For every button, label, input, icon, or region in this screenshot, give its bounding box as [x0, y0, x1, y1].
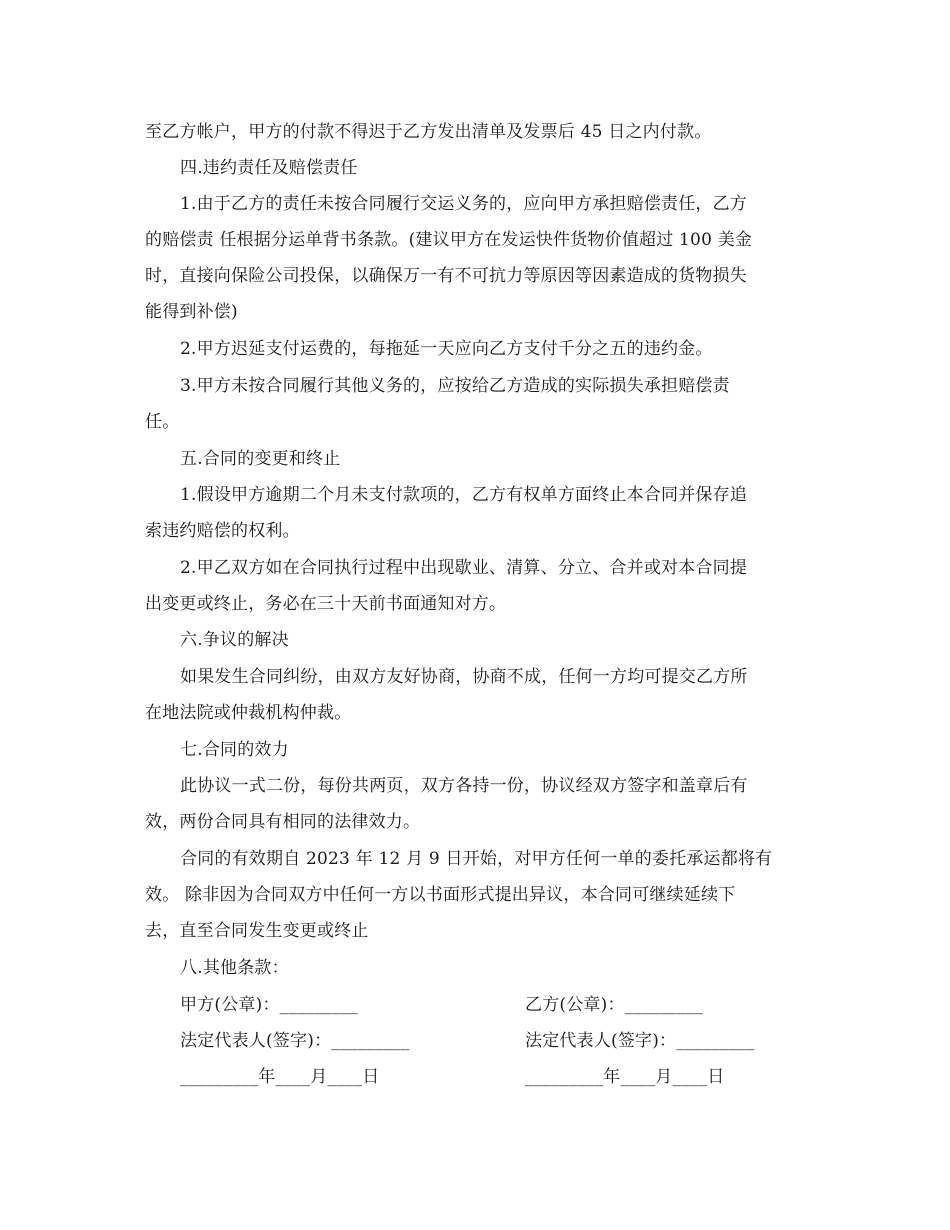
paragraph-line: 出变更或终止，务必在三十天前书面通知对方。: [145, 594, 507, 614]
section-heading-8: 八.其他条款：: [180, 958, 289, 978]
paragraph-line: 此协议一式二份，每份共两页，双方各持一份，协议经双方签字和盖章后有: [180, 776, 748, 796]
section-heading-6: 六.争议的解决: [180, 630, 289, 650]
paragraph-line: 1.由于乙方的责任未按合同履行交运义务的，应向甲方承担赔偿责任，乙方: [180, 194, 748, 214]
paragraph-line: 合同的有效期自 2023 年 12 月 9 日开始，对甲方任何一单的委托承运都将有: [180, 849, 773, 869]
paragraph-line: 去，直至合同发生变更或终止: [145, 921, 369, 941]
paragraph-line: 1.假设甲方逾期二个月未支付款项的，乙方有权单方面终止本合同并保存追: [180, 485, 748, 505]
section-heading-7: 七.合同的效力: [180, 740, 289, 760]
paragraph-line: 在地法院或仲裁机构仲裁。: [145, 703, 352, 723]
paragraph-line: 任。: [145, 412, 180, 432]
paragraph-line: 2.甲乙双方如在合同执行过程中出现歇业、清算、分立、合并或对本合同提: [180, 558, 748, 578]
party-b-date-field: _________年____月____日: [525, 1067, 725, 1087]
section-heading-4: 四.违约责任及赔偿责任: [180, 158, 358, 178]
party-a-representative-field: 法定代表人(签字)：_________: [180, 1031, 410, 1051]
paragraph-line: 的赔偿责 任根据分运单背书条款。(建议甲方在发运快件货物价值超过 100 美金: [145, 230, 753, 250]
paragraph-line: 时，直接向保险公司投保，以确保万一有不可抗力等原因等因素造成的货物损失: [145, 266, 747, 286]
section-heading-5: 五.合同的变更和终止: [180, 449, 341, 469]
party-b-seal-field: 乙方(公章)：_________: [525, 995, 703, 1015]
party-b-representative-field: 法定代表人(签字)：_________: [525, 1031, 755, 1051]
paragraph-line: 能得到补偿): [145, 302, 238, 322]
paragraph-line: 3.甲方未按合同履行其他义务的，应按给乙方造成的实际损失承担赔偿责: [180, 376, 730, 396]
paragraph-line: 如果发生合同纠纷，由双方友好协商，协商不成，任何一方均可提交乙方所: [180, 667, 748, 687]
paragraph-line: 2.甲方迟延支付运费的，每拖延一天应向乙方支付千分之五的违约金。: [180, 339, 713, 359]
paragraph-line: 至乙方帐户，甲方的付款不得迟于乙方发出清单及发票后 45 日之内付款。: [145, 122, 712, 142]
paragraph-line: 效，两份合同具有相同的法律效力。: [145, 812, 421, 832]
paragraph-line: 索违约赔偿的权利。: [145, 521, 300, 541]
party-a-date-field: _________年____月____日: [180, 1067, 380, 1087]
party-a-seal-field: 甲方(公章)：_________: [180, 995, 358, 1015]
paragraph-line: 效。 除非因为合同双方中任何一方以书面形式提出异议，本合同可继续延续下: [145, 885, 736, 905]
